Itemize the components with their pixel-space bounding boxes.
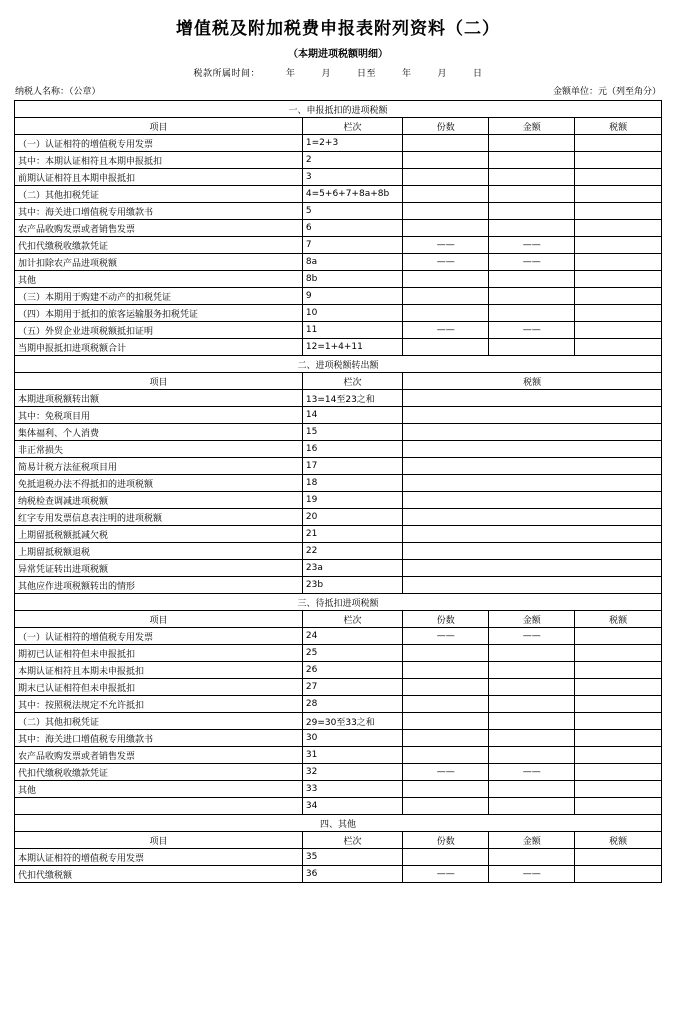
table-row xyxy=(15,186,662,203)
row-count-cell[interactable] xyxy=(403,747,489,764)
taxpayer-name-label: 纳税人名称：（公章） xyxy=(15,87,101,97)
row-count-cell[interactable] xyxy=(403,152,489,169)
declaration-form-table xyxy=(14,100,662,883)
column-header: 税额 xyxy=(575,611,662,628)
row-tax-cell[interactable] xyxy=(403,509,662,526)
row-amount-cell[interactable] xyxy=(489,713,575,730)
row-count-cell[interactable] xyxy=(403,186,489,203)
taxpayer-info-row xyxy=(14,84,662,97)
row-tax-cell[interactable] xyxy=(403,560,662,577)
column-header: 栏次 xyxy=(302,373,402,390)
row-item-label: 代扣代缴税额 xyxy=(15,866,303,883)
row-amount-cell[interactable] xyxy=(489,305,575,322)
row-item-label: 本期认证相符的增值税专用发票 xyxy=(15,849,303,866)
row-tax-cell[interactable] xyxy=(403,492,662,509)
row-tax-cell[interactable] xyxy=(403,441,662,458)
row-line-number: 26 xyxy=(302,662,402,679)
row-item-label: 其他 xyxy=(15,781,303,798)
row-tax-cell[interactable] xyxy=(403,526,662,543)
row-count-cell[interactable] xyxy=(403,679,489,696)
table-row xyxy=(15,424,662,441)
column-header-row xyxy=(15,373,662,390)
row-item-label: 前期认证相符且本期申报抵扣 xyxy=(15,169,303,186)
row-item-label: 集体福利、个人消费 xyxy=(15,424,303,441)
row-amount-cell[interactable] xyxy=(489,169,575,186)
row-line-number: 20 xyxy=(302,509,402,526)
row-count-cell[interactable] xyxy=(403,849,489,866)
row-line-number: 35 xyxy=(302,849,402,866)
row-count-cell[interactable] xyxy=(403,288,489,305)
row-line-number: 4=5+6+7+8a+8b xyxy=(302,186,402,203)
row-tax-cell[interactable] xyxy=(575,781,662,798)
row-line-number: 2 xyxy=(302,152,402,169)
column-header: 份数 xyxy=(403,611,489,628)
column-header: 栏次 xyxy=(302,611,402,628)
table-row xyxy=(15,492,662,509)
row-tax-cell[interactable] xyxy=(403,543,662,560)
table-row xyxy=(15,713,662,730)
row-line-number: 15 xyxy=(302,424,402,441)
period-day-from: 日至 xyxy=(356,69,376,79)
row-tax-cell[interactable] xyxy=(575,798,662,815)
table-row xyxy=(15,441,662,458)
table-row xyxy=(15,509,662,526)
row-count-cell: —— xyxy=(403,322,489,339)
row-line-number: 12=1+4+11 xyxy=(302,339,402,356)
row-amount-cell: —— xyxy=(489,322,575,339)
table-row xyxy=(15,322,662,339)
row-count-cell[interactable] xyxy=(403,135,489,152)
row-tax-cell[interactable] xyxy=(575,747,662,764)
row-tax-cell[interactable] xyxy=(575,339,662,356)
row-count-cell[interactable] xyxy=(403,203,489,220)
row-item-label: 农产品收购发票或者销售发票 xyxy=(15,747,303,764)
row-count-cell[interactable] xyxy=(403,730,489,747)
section-heading: 二、进项税额转出额 xyxy=(15,356,662,373)
row-item-label: 本期认证相符且本期未申报抵扣 xyxy=(15,662,303,679)
table-row xyxy=(15,458,662,475)
row-item-label: 红字专用发票信息表注明的进项税额 xyxy=(15,509,303,526)
table-row xyxy=(15,747,662,764)
row-item-label: （四）本期用于抵扣的旅客运输服务扣税凭证 xyxy=(15,305,303,322)
row-tax-cell[interactable] xyxy=(575,849,662,866)
row-tax-cell[interactable] xyxy=(575,288,662,305)
row-line-number: 32 xyxy=(302,764,402,781)
column-header: 税额 xyxy=(575,832,662,849)
row-line-number: 31 xyxy=(302,747,402,764)
row-amount-cell[interactable] xyxy=(489,781,575,798)
row-item-label: （一）认证相符的增值税专用发票 xyxy=(15,135,303,152)
row-amount-cell[interactable] xyxy=(489,747,575,764)
table-row xyxy=(15,781,662,798)
row-count-cell[interactable] xyxy=(403,781,489,798)
row-line-number: 30 xyxy=(302,730,402,747)
column-header: 项目 xyxy=(15,118,303,135)
table-row xyxy=(15,305,662,322)
row-tax-cell[interactable] xyxy=(403,390,662,407)
row-line-number: 25 xyxy=(302,645,402,662)
table-row xyxy=(15,407,662,424)
row-amount-cell[interactable] xyxy=(489,288,575,305)
table-row xyxy=(15,560,662,577)
row-amount-cell[interactable] xyxy=(489,152,575,169)
row-tax-cell[interactable] xyxy=(575,645,662,662)
row-line-number: 1=2+3 xyxy=(302,135,402,152)
column-header-row xyxy=(15,611,662,628)
row-amount-cell[interactable] xyxy=(489,339,575,356)
row-line-number: 22 xyxy=(302,543,402,560)
row-item-label: 期末已认证相符但未申报抵扣 xyxy=(15,679,303,696)
row-line-number: 24 xyxy=(302,628,402,645)
column-header: 项目 xyxy=(15,832,303,849)
row-tax-cell[interactable] xyxy=(575,186,662,203)
row-tax-cell[interactable] xyxy=(575,237,662,254)
row-item-label: 上期留抵税额退税 xyxy=(15,543,303,560)
period-month: 月 xyxy=(321,69,331,79)
row-item-label: 异常凭证转出进项税额 xyxy=(15,560,303,577)
row-count-cell: —— xyxy=(403,254,489,271)
row-item-label: 免抵退税办法不得抵扣的进项税额 xyxy=(15,475,303,492)
table-row xyxy=(15,526,662,543)
period-label: 税款所属时间： xyxy=(193,69,260,79)
row-tax-cell[interactable] xyxy=(575,305,662,322)
table-row xyxy=(15,339,662,356)
row-item-label: 代扣代缴税收缴款凭证 xyxy=(15,237,303,254)
table-row xyxy=(15,645,662,662)
row-tax-cell[interactable] xyxy=(403,424,662,441)
column-header: 份数 xyxy=(403,118,489,135)
row-amount-cell[interactable] xyxy=(489,135,575,152)
table-row xyxy=(15,662,662,679)
row-line-number: 23a xyxy=(302,560,402,577)
row-line-number: 9 xyxy=(302,288,402,305)
section-heading: 四、其他 xyxy=(15,815,662,832)
row-amount-cell[interactable] xyxy=(489,645,575,662)
row-amount-cell[interactable] xyxy=(489,186,575,203)
row-item-label: 其中：海关进口增值税专用缴款书 xyxy=(15,203,303,220)
row-tax-cell[interactable] xyxy=(403,577,662,594)
row-count-cell[interactable] xyxy=(403,713,489,730)
row-line-number: 23b xyxy=(302,577,402,594)
table-row xyxy=(15,628,662,645)
row-line-number: 16 xyxy=(302,441,402,458)
table-row xyxy=(15,475,662,492)
row-item-label: 上期留抵税额抵减欠税 xyxy=(15,526,303,543)
column-header: 栏次 xyxy=(302,832,402,849)
row-amount-cell[interactable] xyxy=(489,662,575,679)
row-tax-cell[interactable] xyxy=(575,322,662,339)
period-year-2: 年 xyxy=(402,69,412,79)
row-amount-cell[interactable] xyxy=(489,271,575,288)
row-amount-cell[interactable] xyxy=(489,203,575,220)
section-heading-row xyxy=(15,356,662,373)
row-item-label: 简易计税方法征税项目用 xyxy=(15,458,303,475)
column-header: 栏次 xyxy=(302,118,402,135)
row-amount-cell[interactable] xyxy=(489,679,575,696)
row-item-label: 农产品收购发票或者销售发票 xyxy=(15,220,303,237)
row-count-cell: —— xyxy=(403,764,489,781)
table-row xyxy=(15,237,662,254)
table-row xyxy=(15,577,662,594)
period-month-2: 月 xyxy=(437,69,448,79)
table-row xyxy=(15,390,662,407)
row-tax-cell[interactable] xyxy=(575,628,662,645)
row-count-cell[interactable] xyxy=(403,662,489,679)
row-tax-cell[interactable] xyxy=(575,152,662,169)
row-item-label: （二）其他扣税凭证 xyxy=(15,713,303,730)
row-tax-cell[interactable] xyxy=(575,662,662,679)
page-subtitle: （本期进项税额明细） xyxy=(288,49,388,60)
table-row xyxy=(15,135,662,152)
period-day-to: 日 xyxy=(473,69,483,79)
row-amount-cell[interactable] xyxy=(489,849,575,866)
column-header: 金额 xyxy=(489,118,575,135)
row-line-number: 7 xyxy=(302,237,402,254)
page-title: 增值税及附加税费申报表附列资料（二） xyxy=(176,19,500,39)
table-row xyxy=(15,696,662,713)
row-item-label: （三）本期用于购建不动产的扣税凭证 xyxy=(15,288,303,305)
amount-unit-label: 金额单位：元（列至角分） xyxy=(552,87,661,97)
row-line-number: 19 xyxy=(302,492,402,509)
row-line-number: 28 xyxy=(302,696,402,713)
row-count-cell: —— xyxy=(403,237,489,254)
row-line-number: 18 xyxy=(302,475,402,492)
row-item-label: （五）外贸企业进项税额抵扣证明 xyxy=(15,322,303,339)
row-count-cell[interactable] xyxy=(403,645,489,662)
column-header: 税额 xyxy=(403,373,662,390)
row-line-number: 27 xyxy=(302,679,402,696)
row-amount-cell[interactable] xyxy=(489,220,575,237)
row-line-number: 14 xyxy=(302,407,402,424)
row-item-label: 其他 xyxy=(15,271,303,288)
row-count-cell[interactable] xyxy=(403,696,489,713)
row-amount-cell: —— xyxy=(489,628,575,645)
row-line-number: 8a xyxy=(302,254,402,271)
row-count-cell: —— xyxy=(403,628,489,645)
table-row xyxy=(15,254,662,271)
tax-period-line xyxy=(14,66,662,79)
table-row xyxy=(15,203,662,220)
column-header: 税额 xyxy=(575,118,662,135)
row-amount-cell: —— xyxy=(489,254,575,271)
table-row xyxy=(15,679,662,696)
row-tax-cell[interactable] xyxy=(575,866,662,883)
column-header: 项目 xyxy=(15,611,303,628)
row-tax-cell[interactable] xyxy=(575,220,662,237)
row-amount-cell[interactable] xyxy=(489,730,575,747)
section-heading-row xyxy=(15,101,662,118)
table-row xyxy=(15,543,662,560)
section-heading: 一、申报抵扣的进项税额 xyxy=(15,101,662,118)
row-item-label: 其他应作进项税额转出的情形 xyxy=(15,577,303,594)
row-item-label: （一）认证相符的增值税专用发票 xyxy=(15,628,303,645)
table-row xyxy=(15,152,662,169)
row-tax-cell[interactable] xyxy=(403,458,662,475)
row-item-label: 当期申报抵扣进项税额合计 xyxy=(15,339,303,356)
row-tax-cell[interactable] xyxy=(575,764,662,781)
row-item-label: 加计扣除农产品进项税额 xyxy=(15,254,303,271)
table-row xyxy=(15,849,662,866)
row-tax-cell[interactable] xyxy=(403,407,662,424)
table-row xyxy=(15,866,662,883)
row-count-cell[interactable] xyxy=(403,798,489,815)
table-row xyxy=(15,798,662,815)
row-line-number: 33 xyxy=(302,781,402,798)
row-tax-cell[interactable] xyxy=(575,730,662,747)
row-count-cell[interactable] xyxy=(403,339,489,356)
row-amount-cell[interactable] xyxy=(489,696,575,713)
row-tax-cell[interactable] xyxy=(575,713,662,730)
row-line-number: 21 xyxy=(302,526,402,543)
row-item-label: 其中：免税项目用 xyxy=(15,407,303,424)
row-tax-cell[interactable] xyxy=(575,169,662,186)
table-row xyxy=(15,169,662,186)
table-row xyxy=(15,220,662,237)
column-header: 金额 xyxy=(489,832,575,849)
row-tax-cell[interactable] xyxy=(575,271,662,288)
row-count-cell[interactable] xyxy=(403,271,489,288)
row-amount-cell[interactable] xyxy=(489,798,575,815)
row-tax-cell[interactable] xyxy=(575,254,662,271)
table-row xyxy=(15,764,662,781)
row-item-label: 纳税检查调减进项税额 xyxy=(15,492,303,509)
row-item-label xyxy=(15,798,303,815)
row-line-number: 36 xyxy=(302,866,402,883)
row-item-label: 其中：本期认证相符且本期申报抵扣 xyxy=(15,152,303,169)
row-count-cell[interactable] xyxy=(403,220,489,237)
table-row xyxy=(15,288,662,305)
row-count-cell[interactable] xyxy=(403,305,489,322)
row-line-number: 34 xyxy=(302,798,402,815)
section-heading-row xyxy=(15,594,662,611)
row-item-label: 期初已认证相符但未申报抵扣 xyxy=(15,645,303,662)
row-amount-cell: —— xyxy=(489,764,575,781)
row-item-label: 本期进项税额转出额 xyxy=(15,390,303,407)
row-count-cell: —— xyxy=(403,866,489,883)
row-line-number: 6 xyxy=(302,220,402,237)
row-count-cell[interactable] xyxy=(403,169,489,186)
row-item-label: 代扣代缴税收缴款凭证 xyxy=(15,764,303,781)
row-tax-cell[interactable] xyxy=(575,679,662,696)
row-line-number: 5 xyxy=(302,203,402,220)
row-tax-cell[interactable] xyxy=(575,203,662,220)
row-item-label: 非正常损失 xyxy=(15,441,303,458)
table-row xyxy=(15,730,662,747)
row-line-number: 13=14至23之和 xyxy=(302,390,402,407)
table-row xyxy=(15,271,662,288)
row-tax-cell[interactable] xyxy=(403,475,662,492)
row-tax-cell[interactable] xyxy=(575,135,662,152)
section-heading-row xyxy=(15,815,662,832)
row-line-number: 8b xyxy=(302,271,402,288)
row-item-label: （二）其他扣税凭证 xyxy=(15,186,303,203)
row-tax-cell[interactable] xyxy=(575,696,662,713)
row-amount-cell: —— xyxy=(489,237,575,254)
column-header: 份数 xyxy=(403,832,489,849)
row-item-label: 其中：海关进口增值税专用缴款书 xyxy=(15,730,303,747)
column-header-row xyxy=(15,118,662,135)
row-amount-cell: —— xyxy=(489,866,575,883)
row-line-number: 17 xyxy=(302,458,402,475)
row-line-number: 11 xyxy=(302,322,402,339)
row-line-number: 29=30至33之和 xyxy=(302,713,402,730)
row-item-label: 其中：按照税法规定不允许抵扣 xyxy=(15,696,303,713)
row-line-number: 10 xyxy=(302,305,402,322)
column-header: 金额 xyxy=(489,611,575,628)
period-year: 年 xyxy=(285,69,296,79)
column-header: 项目 xyxy=(15,373,303,390)
section-heading: 三、待抵扣进项税额 xyxy=(15,594,662,611)
row-line-number: 3 xyxy=(302,169,402,186)
column-header-row xyxy=(15,832,662,849)
